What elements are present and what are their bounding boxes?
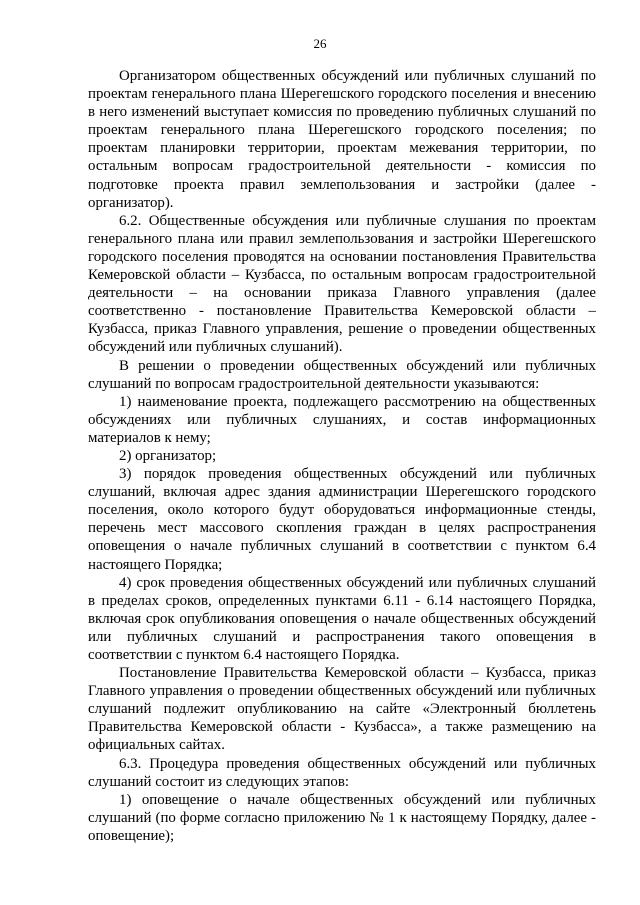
paragraph-item-2: 2) организатор; bbox=[119, 447, 217, 464]
document-body bbox=[88, 67, 596, 845]
paragraph-publication: Постановление Правительства Кемеровской области – Кузбасса, приказ Главного управления о проведении общественных обсуждений или публичных слушаний подлежит опубликованию на сайте «Электронный бюллетень Правительства Кемеровской области - Кузбасса», а также размещению на официальных сайтах. bbox=[88, 665, 596, 754]
page-number: 26 bbox=[313, 36, 327, 51]
paragraph-6-2: 6.2. Общественные обсуждения или публичные слушания по проектам генерального плана или правил землепользования и застройки Шерегешского городского поселения проводятся на основании постановления Правительства Кемеровской области – Кузбасса, по остальным вопросам градостроительной деятельности – на основании приказа Главного управления (далее соответственно - постановление Правительства Кемеровской области – Кузбасса, приказ Главного управления, решение о проведении общественных обсуждений или публичных слушаний). bbox=[88, 212, 596, 356]
paragraph-6-3: 6.3. Процедура проведения общественных обсуждений или публичных слушаний состоит из следующих этапов: bbox=[88, 755, 596, 790]
paragraph-item-3: 3) порядок проведения общественных обсуждений или публичных слушаний, включая адрес здания администрации Шерегешского городского поселения, около которого будут оборудоваться информационные стенды, перечень мест массового скопления граждан в целях распространения оповещения о начале публичных слушаний в соответствии с пунктом 6.4 настоящего Порядка; bbox=[88, 466, 596, 573]
paragraph-organizer: Организатором общественных обсуждений или публичных слушаний по проектам генерального плана Шерегешского городского поселения и внесению в него изменений выступает комиссия по проведению публичных слушаний по проектам генерального плана Шерегешского городского поселения; по проектам планировки территории, проектам межевания территории, по остальным вопросам градостроительной деятельности - комиссия по подготовке проекта правил землепользования и застройки (далее - организатор). bbox=[88, 68, 596, 211]
paragraph-item-1: 1) наименование проекта, подлежащего рассмотрению на общественных обсуждениях или публичных слушаниях, и состав информационных материалов к нему; bbox=[88, 393, 596, 446]
paragraph-item-4: 4) срок проведения общественных обсуждений или публичных слушаний в пределах сроков, определенных пунктами 6.11 - 6.14 настоящего Порядка, включая срок опубликования оповещения о начале общественных обсуждений или публичных слушаний и распространения такого оповещения в соответствии с пунктом 6.4 настоящего Порядка. bbox=[88, 574, 596, 663]
paragraph-stage-1: 1) оповещение о начале общественных обсуждений или публичных слушаний (по форме согласно приложению № 1 к настоящему Порядку, далее - оповещение); bbox=[88, 791, 596, 844]
paragraph-decision-contents: В решении о проведении общественных обсуждений или публичных слушаний по вопросам градостроительной деятельности указываются: bbox=[88, 357, 596, 392]
